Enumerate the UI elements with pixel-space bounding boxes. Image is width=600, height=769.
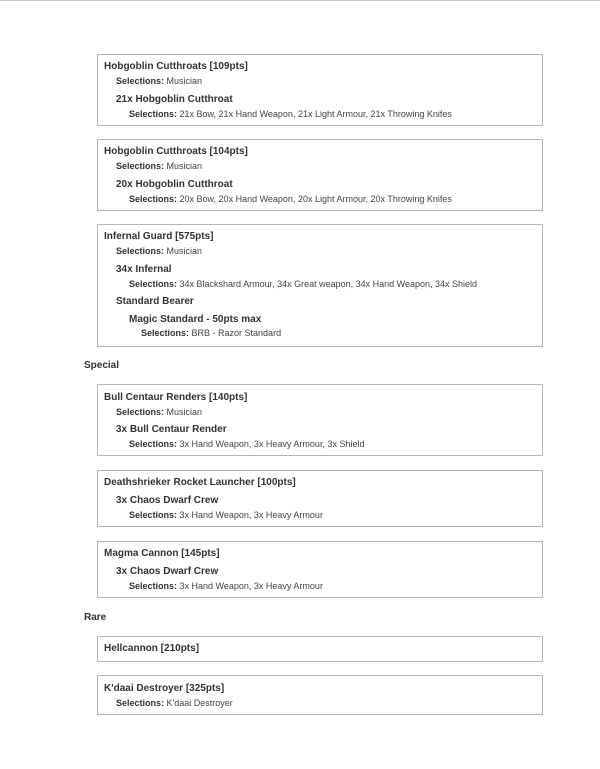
subunit-selections	[129, 439, 364, 449]
selections-value: 20x Bow, 20x Hand Weapon, 20x Light Armour, 20x Throwing Knifes	[179, 194, 452, 204]
subunit-selections	[129, 581, 323, 591]
selections-value: Musician	[166, 161, 203, 171]
unit-title: Magma Cannon [145pts]	[104, 548, 220, 559]
subunit-selections	[129, 194, 452, 204]
selections-value: Musician	[166, 246, 203, 256]
unit-title: Bull Centaur Renders [140pts]	[104, 392, 248, 403]
selections-value: BRB - Razor Standard	[191, 328, 282, 338]
subunit-title: 3x Bull Centaur Render	[116, 424, 227, 435]
selections-label: Selections:	[129, 439, 178, 449]
selections-label: Selections:	[116, 161, 165, 171]
selections-label: Selections:	[116, 407, 165, 417]
unit-title: Hellcannon [210pts]	[104, 643, 200, 654]
selections-label: Selections:	[116, 246, 165, 256]
subunit-title: 34x Infernal	[116, 264, 172, 275]
subunit-title: 3x Chaos Dwarf Crew	[116, 566, 219, 577]
selections-label: Selections:	[129, 581, 178, 591]
selections-label: Selections:	[129, 279, 178, 289]
selections-label: Selections:	[129, 510, 178, 520]
unit-title: Infernal Guard [575pts]	[104, 231, 214, 242]
selections-value: 21x Bow, 21x Hand Weapon, 21x Light Armour, 21x Throwing Knifes	[179, 109, 452, 119]
selections-value: 34x Blackshard Armour, 34x Great weapon, 34x Hand Weapon, 34x Shield	[179, 279, 478, 289]
selections-label: Selections:	[129, 194, 178, 204]
section-heading-rare: Rare	[84, 612, 107, 623]
unit-selections	[116, 161, 202, 171]
unit-selections	[116, 76, 202, 86]
unit-title: Hobgoblin Cutthroats [104pts]	[104, 146, 248, 157]
subunit-title: Magic Standard - 50pts max	[129, 314, 262, 325]
selections-value: Musician	[166, 407, 203, 417]
unit-selections	[116, 698, 233, 708]
selections-value: Musician	[166, 76, 203, 86]
unit-selections	[116, 407, 202, 417]
subunit-title: 3x Chaos Dwarf Crew	[116, 495, 219, 506]
selections-label: Selections:	[116, 76, 165, 86]
subunit-title: 21x Hobgoblin Cutthroat	[116, 94, 233, 105]
unit-title: Deathshrieker Rocket Launcher [100pts]	[104, 477, 296, 488]
selections-value: 3x Hand Weapon, 3x Heavy Armour	[179, 581, 323, 591]
selections-value: 3x Hand Weapon, 3x Heavy Armour	[179, 510, 323, 520]
selections-label: Selections:	[129, 109, 178, 119]
top-divider	[0, 0, 600, 1]
unit-title: Hobgoblin Cutthroats [109pts]	[104, 61, 248, 72]
selections-label: Selections:	[116, 698, 165, 708]
subunit-selections	[141, 328, 281, 338]
subunit-title: 20x Hobgoblin Cutthroat	[116, 179, 233, 190]
subunit-title: Standard Bearer	[116, 296, 194, 307]
subunit-selections	[129, 279, 477, 289]
selections-value: K'daai Destroyer	[166, 698, 233, 708]
subunit-selections	[129, 510, 323, 520]
subunit-selections	[129, 109, 452, 119]
unit-title: K'daai Destroyer [325pts]	[104, 683, 225, 694]
selections-label: Selections:	[141, 328, 190, 338]
selections-value: 3x Hand Weapon, 3x Heavy Armour, 3x Shield	[179, 439, 365, 449]
section-heading-special: Special	[84, 360, 120, 371]
unit-card-kdaai-destroyer	[97, 675, 543, 715]
unit-selections	[116, 246, 202, 256]
